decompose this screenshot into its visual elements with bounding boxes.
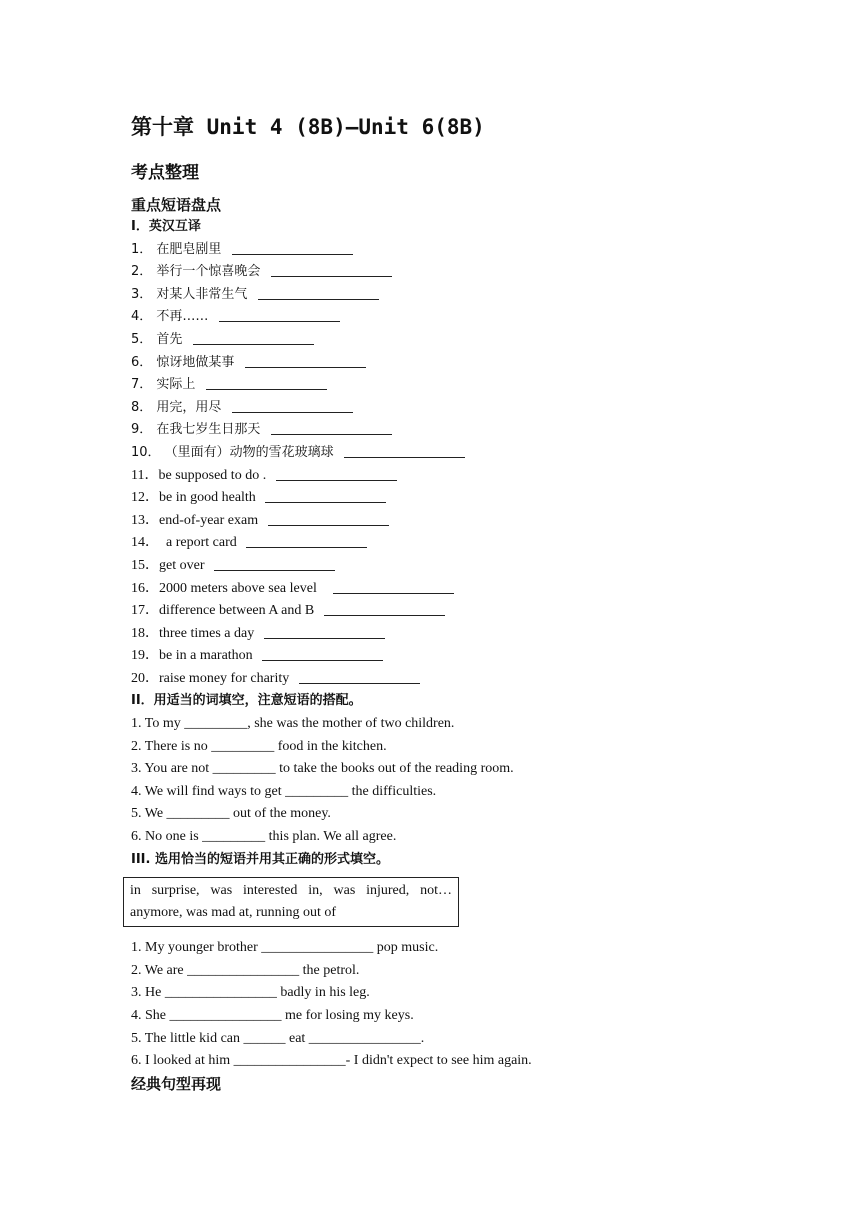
phrase-sentence: 2. We are ________________ the petrol.: [131, 962, 360, 978]
translation-item-text: 16．2000 meters above sea level: [131, 580, 328, 596]
answer-blank[interactable]: [265, 488, 386, 503]
answer-blank[interactable]: [268, 511, 389, 526]
answer-blank[interactable]: [299, 669, 420, 684]
translation-item: [131, 374, 751, 397]
answer-blank[interactable]: [344, 443, 465, 458]
answer-blank[interactable]: [214, 556, 335, 571]
answer-blank[interactable]: [264, 624, 385, 639]
phrase-sentence: 4. She ________________ me for losing my keys.: [131, 1008, 414, 1023]
translation-item-text: 17．difference between A and B: [131, 603, 318, 619]
translation-item: [131, 419, 751, 442]
translation-item: [131, 600, 751, 623]
translation-item: [131, 397, 751, 420]
translation-item: [131, 352, 751, 375]
section-title: 考点整理: [131, 163, 199, 183]
translation-item-text: 5． 首先: [131, 331, 187, 347]
translation-item-text: 19．be in a marathon: [131, 648, 257, 664]
worksheet-page: [131, 112, 751, 1095]
translation-item-text: 11．be supposed to do .: [131, 467, 270, 483]
translation-item: [131, 465, 751, 488]
fill-in-sentence: 4. We will find ways to get _________ the difficulties.: [131, 783, 437, 799]
fill-in-sentence: 1. To my _________, she was the mother of two children.: [131, 716, 455, 732]
translation-item-text: 9． 在我七岁生日那天: [131, 422, 265, 438]
translation-item-text: 14． a report card: [131, 535, 241, 551]
translation-item-text: 6． 惊讶地做某事: [131, 354, 239, 370]
final-heading: 经典句型再现: [131, 1074, 222, 1093]
fill-in-sentence: 3. You are not _________ to take the books out of the reading room.: [131, 761, 514, 777]
answer-blank[interactable]: [276, 466, 397, 481]
translation-item: [131, 239, 751, 262]
answer-blank[interactable]: [271, 262, 392, 277]
translation-item: [131, 329, 751, 352]
answer-blank[interactable]: [246, 533, 367, 548]
answer-blank[interactable]: [232, 398, 353, 413]
translation-item-text: 8． 用完，用尽: [131, 399, 226, 415]
chapter-title: 第十章 Unit 4 (8B)—Unit 6(8B): [131, 115, 485, 139]
part2-heading: II．用适当的词填空，注意短语的搭配。: [131, 693, 362, 709]
answer-blank[interactable]: [324, 601, 445, 616]
translation-item-text: 4． 不再……: [131, 309, 213, 325]
translation-item: [131, 668, 751, 691]
translation-item-text: 7． 实际上: [131, 377, 200, 393]
answer-blank[interactable]: [271, 420, 392, 435]
translation-item: [131, 306, 751, 329]
answer-blank[interactable]: [333, 579, 454, 594]
translation-item: [131, 645, 751, 668]
fill-in-sentence: 2. There is no _________ food in the kitchen.: [131, 738, 387, 754]
translation-item: [131, 623, 751, 646]
answer-blank[interactable]: [262, 646, 383, 661]
translation-item: [131, 532, 751, 555]
part1-heading: I．英汉互译: [131, 219, 201, 234]
answer-blank[interactable]: [232, 240, 353, 255]
translation-item-text: 18．three times a day: [131, 625, 258, 641]
part2-list: [131, 713, 751, 849]
translation-item-text: 13．end-of-year exam: [131, 512, 262, 528]
translation-item: [131, 487, 751, 510]
translation-item: [131, 261, 751, 284]
translation-item-text: 15．get over: [131, 557, 208, 573]
translation-item-text: 12．be in good health: [131, 490, 260, 506]
translation-item: [131, 578, 751, 601]
translation-item: [131, 555, 751, 578]
answer-blank[interactable]: [245, 353, 366, 368]
phrase-sentence: 5. The little kid can ______ eat ________________.: [131, 1030, 425, 1046]
fill-in-sentence: 5. We _________ out of the money.: [131, 806, 331, 822]
phrase-sentence: 6. I looked at him ________________- I didn't expect to see him again.: [131, 1053, 532, 1069]
part1-list: [131, 239, 751, 691]
translation-item: [131, 442, 751, 465]
translation-item-text: 3． 对某人非常生气: [131, 286, 252, 302]
translation-item-text: 20．raise money for charity: [131, 670, 293, 686]
phrase-word-box: in surprise, was interested in, was injured, not…anymore, was mad at, running out of: [123, 877, 459, 927]
phrase-sentence: 3. He ________________ badly in his leg.: [131, 985, 370, 1001]
phrase-sentence: 1. My younger brother ________________ pop music.: [131, 940, 439, 956]
translation-item-text: 2． 举行一个惊喜晚会: [131, 264, 265, 280]
translation-item-text: 10． （里面有）动物的雪花玻璃球: [131, 444, 338, 460]
translation-item: [131, 284, 751, 307]
part3-list: [131, 937, 751, 1073]
answer-blank[interactable]: [206, 375, 327, 390]
translation-item: [131, 510, 751, 533]
answer-blank[interactable]: [193, 330, 314, 345]
translation-item-text: 1． 在肥皂剧里: [131, 241, 226, 257]
fill-in-sentence: 6. No one is _________ this plan. We all agree.: [131, 829, 397, 845]
answer-blank[interactable]: [219, 307, 340, 322]
answer-blank[interactable]: [258, 285, 379, 300]
part3-heading: III. 选用恰当的短语并用其正确的形式填空。: [131, 851, 389, 867]
subsection-title: 重点短语盘点: [131, 196, 222, 214]
